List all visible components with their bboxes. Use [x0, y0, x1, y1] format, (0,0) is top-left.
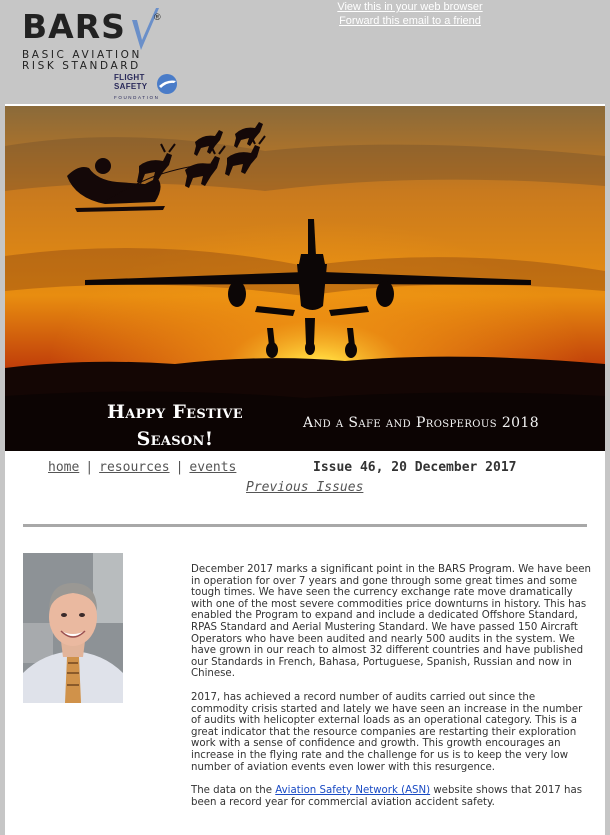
bars-logo — [20, 6, 190, 101]
view-in-browser-link[interactable]: View this in your web browser — [337, 1, 483, 13]
nav-events-link[interactable]: events — [189, 460, 237, 475]
divider — [23, 524, 587, 527]
nav-separator: | — [85, 460, 94, 475]
nav-separator: | — [175, 460, 184, 475]
forward-to-friend-link[interactable]: Forward this email to a friend — [339, 15, 481, 27]
article-paragraph-3: The data on the Aviation Safety Network (ASN) website shows that 2017 has been a record year for commercial aviation accident safety. — [191, 785, 583, 808]
registered-mark: ® — [154, 12, 161, 22]
email-header — [0, 0, 610, 104]
newsletter-body — [5, 104, 605, 835]
logo-tagline-1: BASIC AVIATION — [22, 49, 143, 61]
fsf-name: FLIGHT SAFETY — [114, 73, 148, 91]
flight-safety-foundation-logo — [114, 73, 184, 101]
banner-greeting: Happy Festive Season! — [107, 401, 243, 450]
logo-tagline-2: RISK STANDARD — [22, 60, 141, 72]
editorial-article — [191, 564, 591, 820]
author-photo — [23, 553, 123, 703]
logo-wordmark: BARS — [22, 7, 126, 46]
newsletter-nav — [48, 460, 568, 480]
issue-label: Issue 46, 20 December 2017 — [313, 460, 517, 475]
header-links — [300, 0, 520, 28]
fsf-subtitle: FOUNDATION — [114, 95, 160, 100]
portrait-image — [23, 553, 123, 703]
nav-home-link[interactable]: home — [48, 460, 80, 475]
festive-banner — [5, 106, 605, 451]
previous-issues-link[interactable]: Previous Issues — [246, 480, 364, 495]
banner-tagline: And a Safe and Prosperous 2018 — [303, 415, 540, 431]
globe-plane-icon — [156, 73, 178, 95]
article-paragraph-2: 2017, has achieved a record number of audits carried out since the commodity crisis started and lately we have seen an increase in the number of audits with helicopter external loads as an operational category. This is a great indicator that the resource companies are restarting their exploration work with a sense of confidence and growth. This growth encourages an increase in the flying rate and the challenge for us is to keep the very low number of aviation events even lower with this resurgence. — [191, 691, 583, 773]
article-paragraph-1: December 2017 marks a significant point in the BARS Program. We have been in operation for over 7 years and gone through some great times and some tough times. We have seen the currency exchange rate move dramatically with one of the most severe commodities price downturns in history. This has enabled the Program to expand and include a dedicated Offshore Standard, RPAS Standard and Aerial Mustering Standard. We have passed 150 Aircraft Operators who have been audited and nearly 500 audits in the system. We have grown in our reach to almost 32 different countries and have published our Standards in French, Bahasa, Portuguese, Spanish, Russian and now in Chinese. — [191, 564, 591, 680]
nav-resources-link[interactable]: resources — [99, 460, 170, 475]
asn-link[interactable]: Aviation Safety Network (ASN) — [275, 785, 431, 797]
